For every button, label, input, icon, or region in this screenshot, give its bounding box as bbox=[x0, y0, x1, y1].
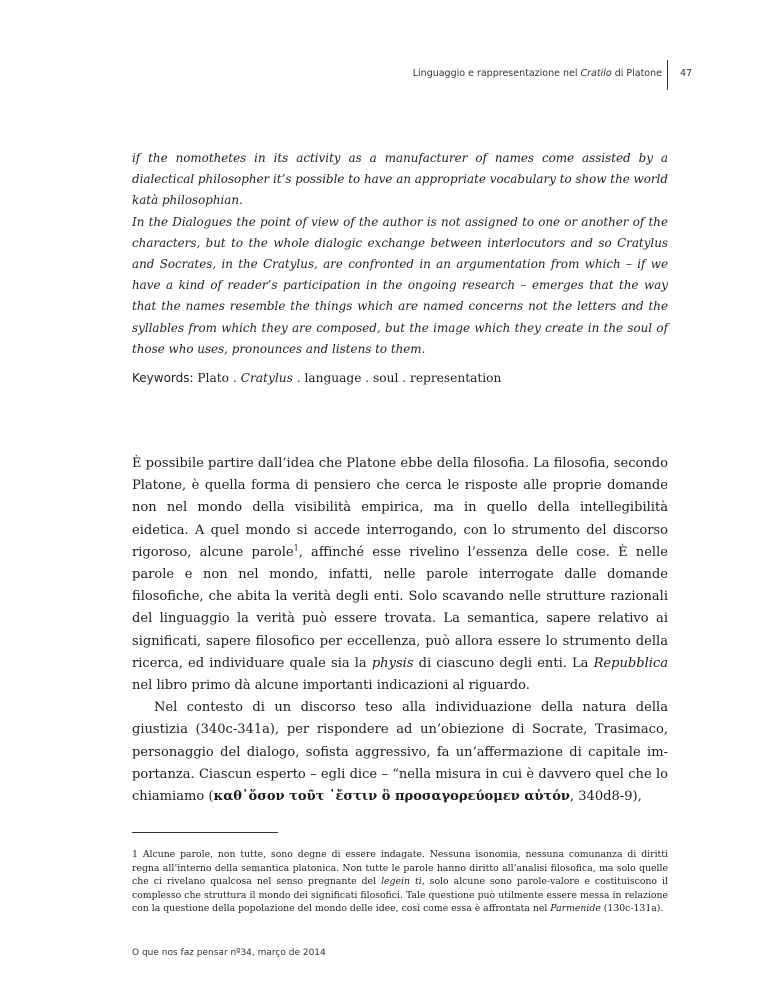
running-title bbox=[413, 68, 662, 79]
running-title-post: di Platone bbox=[611, 68, 662, 79]
p1-text-a: È possibile partire dall’idea che Platone ebbe della filosofia. La filosofia, secondo Platone, è quella forma di pensiero che cerca le risposte alle proprie domande non nel mondo della visibilità empirica, ma in quello della intellegibilità eidetica. A quel mondo si accede interrogando, con lo strumento del discorso rigoroso, alcune parole bbox=[132, 456, 668, 560]
p1-text-b: , affinché esse rivelino l’essenza delle cose. È nelle parole e non nel mondo, infatti, nelle parole interrogate dalle domande filosofiche, che abita la verità degli enti. Solo scavando nelle strutture razionali del linguaggio la verità può essere trovata. La semantica, sapere relativo ai significati, sapere filosofico per eccellenza, può allora essere lo strumento della ricerca, ed individuare quale sia la bbox=[132, 544, 668, 671]
abstract bbox=[132, 148, 668, 360]
main-text bbox=[132, 453, 668, 808]
keywords-label: Keywords: bbox=[132, 371, 194, 385]
footnote-number: 1 bbox=[132, 849, 138, 860]
running-header bbox=[0, 66, 768, 82]
title-parmenide: Parmenide bbox=[550, 903, 601, 915]
p2-text-b: , 340d8-9), bbox=[569, 789, 642, 805]
body-paragraph-1 bbox=[132, 453, 668, 697]
keyword-plato: Plato . bbox=[193, 371, 241, 385]
header-divider bbox=[667, 60, 668, 90]
footnote-separator bbox=[132, 832, 278, 833]
running-title-work: Cratilo bbox=[580, 68, 612, 79]
footnote-text-b: , solo alcune sono parole-valore e costituiscono il complesso che struttura il mondo dei significati filosofici. Tale questione può utilmente essere messa in relazione con la questione della popolazione del mondo delle idee, così come essa è affrontata nel bbox=[132, 876, 668, 915]
abstract-paragraph-1: if the nomothetes in its activity as a manufacturer of names come assisted by a dialectical philosopher it’s possible to have an appropriate vocabulary to show the world katà philosophian. bbox=[132, 151, 668, 208]
keyword-cratylus: Cratylus bbox=[240, 371, 293, 385]
term-physis: physis bbox=[371, 655, 414, 671]
footnote-ref-1[interactable]: 1 bbox=[293, 543, 299, 553]
running-title-pre: Linguaggio e rappresentazione nel bbox=[412, 68, 581, 79]
footnote-text-c: (130c-131a). bbox=[600, 903, 664, 915]
term-legein-ti: legein ti bbox=[381, 876, 422, 888]
footnote-text-a: Alcune parole, non tutte, sono degne di essere indagate. Nessuna isonomia, nessuna comunanza di diritti regna all’interno della semantica platonica. Non tutte le parole hanno diritto all’analisi filosofica, ma solo quelle che ci rivelano qualcosa nel senso pregnante del bbox=[132, 849, 668, 888]
page-number: 47 bbox=[680, 68, 693, 79]
keywords-line bbox=[132, 371, 668, 385]
running-footer: O que nos faz pensar nº34, março de 2014 bbox=[132, 948, 326, 958]
body-paragraph-2 bbox=[132, 697, 668, 808]
greek-quote: καθ᾽ὅσον τοῦτ ᾽ἔστιν ὃ προσαγορεύομεν αὐτόν bbox=[213, 789, 570, 805]
keywords-rest: . language . soul . representation bbox=[292, 371, 502, 385]
p1-text-d: nel libro primo dà alcune importanti indicazioni al riguardo. bbox=[132, 678, 530, 694]
footnote-1 bbox=[132, 848, 668, 916]
title-repubblica: Repubblica bbox=[593, 655, 668, 671]
p1-text-c: di ciascuno degli enti. La bbox=[413, 655, 594, 671]
p2-text-a: Nel contesto di un discorso teso alla individuazione della natura della giustizia (340c-341a), per rispondere ad un’obiezione di Socrate, Trasimaco, personaggio del dialogo, sofista aggressivo, fa un’affermazione di capitale importanza. Ciascun esperto – egli dice – “nella misura in cui è davvero quel che lo chiamiamo ( bbox=[132, 700, 668, 805]
abstract-paragraph-2: In the Dialogues the point of view of the author is not assigned to one or another of the characters, but to the whole dialogic exchange between interlocutors and so Cratylus and Socrates, in the Cratylus, are confronted in an argumentation from which – if we have a kind of reader’s participation in the ongoing research – emerges that the way that the names resemble the things which are named concerns not the letters and the syllables from which they are composed, but the image which they create in the soul of those who uses, pronounces and listens to them. bbox=[132, 214, 668, 356]
